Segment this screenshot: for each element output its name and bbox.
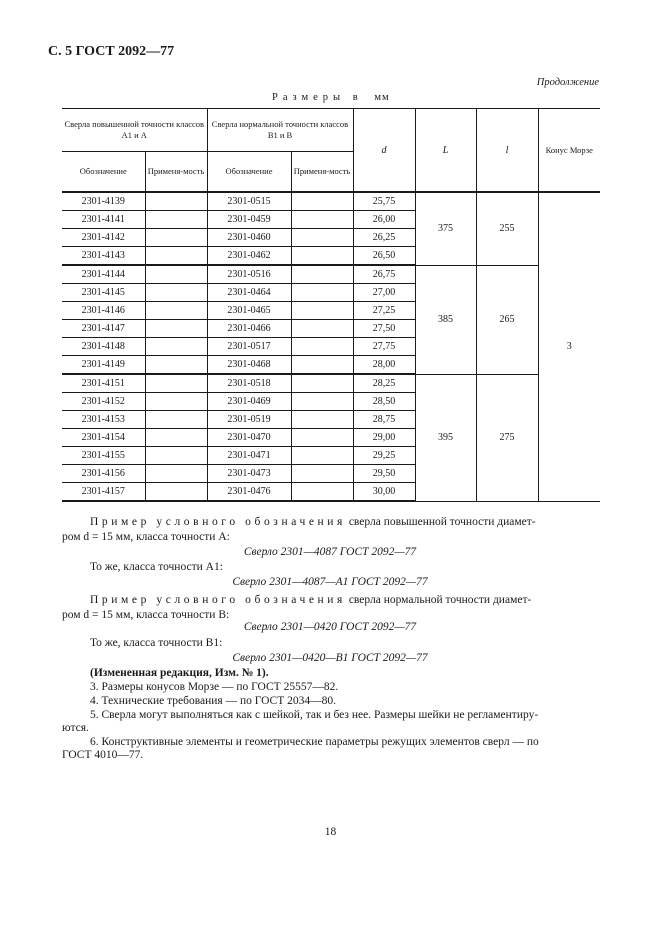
- length-L-cell: 395: [415, 374, 476, 501]
- diameter-cell: 28,50: [353, 393, 415, 411]
- diameter-cell: 26,00: [353, 211, 415, 229]
- application-a-cell: [145, 356, 207, 375]
- amended-note: (Измененная редакция, Изм. № 1).: [90, 667, 269, 679]
- designation-b-cell: 2301-0517: [207, 338, 291, 356]
- designation-b-cell: 2301-0466: [207, 320, 291, 338]
- designation-b-cell: 2301-0469: [207, 393, 291, 411]
- application-a-cell: [145, 192, 207, 211]
- designation-b-cell: 2301-0468: [207, 356, 291, 375]
- header-designation-b: Обозначение: [207, 152, 291, 193]
- diameter-cell: 28,75: [353, 411, 415, 429]
- page-number: 18: [324, 826, 337, 838]
- designation-a-cell: 2301-4148: [62, 338, 145, 356]
- caption-label: Размеры: [272, 92, 346, 103]
- designation-a-cell: 2301-4151: [62, 374, 145, 393]
- designation-b-cell: 2301-0476: [207, 483, 291, 502]
- application-a-cell: [145, 447, 207, 465]
- header-l: l: [476, 109, 538, 193]
- same-a1: То же, класса точности А1:: [90, 561, 223, 573]
- application-b-cell: [291, 302, 353, 320]
- header-group-b: Сверла нормальной точности классов В1 и В: [207, 109, 353, 152]
- morse-cell: 3: [538, 192, 600, 501]
- application-b-cell: [291, 247, 353, 266]
- table-row: [62, 265, 600, 284]
- application-b-cell: [291, 483, 353, 502]
- diameter-cell: 29,00: [353, 429, 415, 447]
- designation-a-cell: 2301-4149: [62, 356, 145, 375]
- designation-a-cell: 2301-4144: [62, 265, 145, 284]
- application-b-cell: [291, 374, 353, 393]
- designation-a-cell: 2301-4153: [62, 411, 145, 429]
- application-a-cell: [145, 374, 207, 393]
- example-2-code: Сверло 2301—0420 ГОСТ 2092—77: [243, 621, 417, 633]
- table-body: [62, 192, 600, 501]
- header-application-a: Применя-мость: [145, 152, 207, 193]
- table-row: [62, 192, 600, 211]
- application-b-cell: [291, 284, 353, 302]
- application-b-cell: [291, 229, 353, 247]
- application-b-cell: [291, 393, 353, 411]
- designation-a-cell: 2301-4139: [62, 192, 145, 211]
- designation-a-cell: 2301-4152: [62, 393, 145, 411]
- example-2-code-b1: Сверло 2301—0420—В1 ГОСТ 2092—77: [232, 652, 428, 664]
- application-b-cell: [291, 465, 353, 483]
- item-5-line2: ются.: [62, 722, 89, 734]
- header-L: L: [415, 109, 476, 193]
- header-d: d: [353, 109, 415, 193]
- diameter-cell: 26,50: [353, 247, 415, 266]
- application-b-cell: [291, 411, 353, 429]
- application-a-cell: [145, 429, 207, 447]
- header-application-b: Применя-мость: [291, 152, 353, 193]
- example-1-line2: ром d = 15 мм, класса точности А:: [62, 531, 230, 543]
- item-4: 4. Технические требования — по ГОСТ 2034—80.: [90, 695, 336, 707]
- diameter-cell: 29,50: [353, 465, 415, 483]
- application-a-cell: [145, 302, 207, 320]
- application-b-cell: [291, 192, 353, 211]
- example-2-heading: Пример условного обозначения: [90, 594, 346, 606]
- application-a-cell: [145, 229, 207, 247]
- application-b-cell: [291, 429, 353, 447]
- designation-b-cell: 2301-0471: [207, 447, 291, 465]
- caption-unit: мм: [374, 92, 390, 103]
- designation-a-cell: 2301-4157: [62, 483, 145, 502]
- designation-b-cell: 2301-0518: [207, 374, 291, 393]
- item-6-line1: 6. Конструктивные элементы и геометрические параметры режущих элементов сверл — по: [90, 736, 539, 748]
- table-row: [62, 374, 600, 393]
- diameter-cell: 28,00: [353, 356, 415, 375]
- application-a-cell: [145, 284, 207, 302]
- header-designation-a: Обозначение: [62, 152, 145, 193]
- application-b-cell: [291, 447, 353, 465]
- application-a-cell: [145, 465, 207, 483]
- length-l-cell: 255: [476, 192, 538, 265]
- designation-a-cell: 2301-4141: [62, 211, 145, 229]
- example-1-heading: Пример условного обозначения: [90, 516, 346, 528]
- application-a-cell: [145, 320, 207, 338]
- application-a-cell: [145, 265, 207, 284]
- application-b-cell: [291, 265, 353, 284]
- application-a-cell: [145, 247, 207, 266]
- item-5-line1: 5. Сверла могут выполняться как с шейкой, так и без нее. Размеры шейки не регламентиру-: [90, 709, 539, 721]
- application-b-cell: [291, 320, 353, 338]
- designation-b-cell: 2301-0459: [207, 211, 291, 229]
- length-L-cell: 375: [415, 192, 476, 265]
- diameter-cell: 26,75: [353, 265, 415, 284]
- header-group-a: Сверла повышенной точности классов А1 и А: [62, 109, 207, 152]
- designation-b-cell: 2301-0473: [207, 465, 291, 483]
- designation-b-cell: 2301-0516: [207, 265, 291, 284]
- application-b-cell: [291, 338, 353, 356]
- length-l-cell: 265: [476, 265, 538, 374]
- designation-b-cell: 2301-0470: [207, 429, 291, 447]
- application-a-cell: [145, 411, 207, 429]
- caption-preposition: в: [352, 92, 363, 103]
- diameter-cell: 30,00: [353, 483, 415, 502]
- diameter-cell: 25,75: [353, 192, 415, 211]
- diameter-cell: 29,25: [353, 447, 415, 465]
- example-1-code-a1: Сверло 2301—4087—А1 ГОСТ 2092—77: [232, 576, 428, 588]
- designation-a-cell: 2301-4142: [62, 229, 145, 247]
- same-b1: То же, класса точности В1:: [90, 637, 223, 649]
- designation-b-cell: 2301-0462: [207, 247, 291, 266]
- length-l-cell: 275: [476, 374, 538, 501]
- diameter-cell: 28,25: [353, 374, 415, 393]
- continuation-label: Продолжение: [536, 77, 599, 88]
- page-header: С. 5 ГОСТ 2092—77: [48, 44, 175, 59]
- application-b-cell: [291, 211, 353, 229]
- diameter-cell: 27,00: [353, 284, 415, 302]
- diameter-cell: 27,50: [353, 320, 415, 338]
- designation-b-cell: 2301-0465: [207, 302, 291, 320]
- length-L-cell: 385: [415, 265, 476, 374]
- designation-a-cell: 2301-4156: [62, 465, 145, 483]
- designation-b-cell: 2301-0515: [207, 192, 291, 211]
- example-2-text: сверла нормальной точности диамет-: [345, 594, 532, 606]
- dimensions-table: [62, 108, 600, 502]
- designation-a-cell: 2301-4145: [62, 284, 145, 302]
- diameter-cell: 27,75: [353, 338, 415, 356]
- item-6-line2: ГОСТ 4010—77.: [62, 749, 144, 761]
- application-b-cell: [291, 356, 353, 375]
- diameter-cell: 26,25: [353, 229, 415, 247]
- designation-b-cell: 2301-0460: [207, 229, 291, 247]
- designation-a-cell: 2301-4146: [62, 302, 145, 320]
- designation-b-cell: 2301-0519: [207, 411, 291, 429]
- diameter-cell: 27,25: [353, 302, 415, 320]
- table-caption: [272, 92, 390, 103]
- application-a-cell: [145, 483, 207, 502]
- designation-a-cell: 2301-4155: [62, 447, 145, 465]
- example-1-code: Сверло 2301—4087 ГОСТ 2092—77: [243, 546, 417, 558]
- application-a-cell: [145, 211, 207, 229]
- designation-a-cell: 2301-4143: [62, 247, 145, 266]
- example-1: [90, 515, 598, 530]
- example-1-text: сверла повышенной точности диамет-: [345, 516, 536, 528]
- designation-a-cell: 2301-4154: [62, 429, 145, 447]
- example-2-line2: ром d = 15 мм, класса точности В:: [62, 609, 230, 621]
- example-2: [90, 593, 598, 608]
- designation-b-cell: 2301-0464: [207, 284, 291, 302]
- item-3: 3. Размеры конусов Морзе — по ГОСТ 25557—82.: [90, 681, 339, 693]
- header-morse: Конус Морзе: [538, 109, 600, 193]
- application-a-cell: [145, 393, 207, 411]
- designation-a-cell: 2301-4147: [62, 320, 145, 338]
- application-a-cell: [145, 338, 207, 356]
